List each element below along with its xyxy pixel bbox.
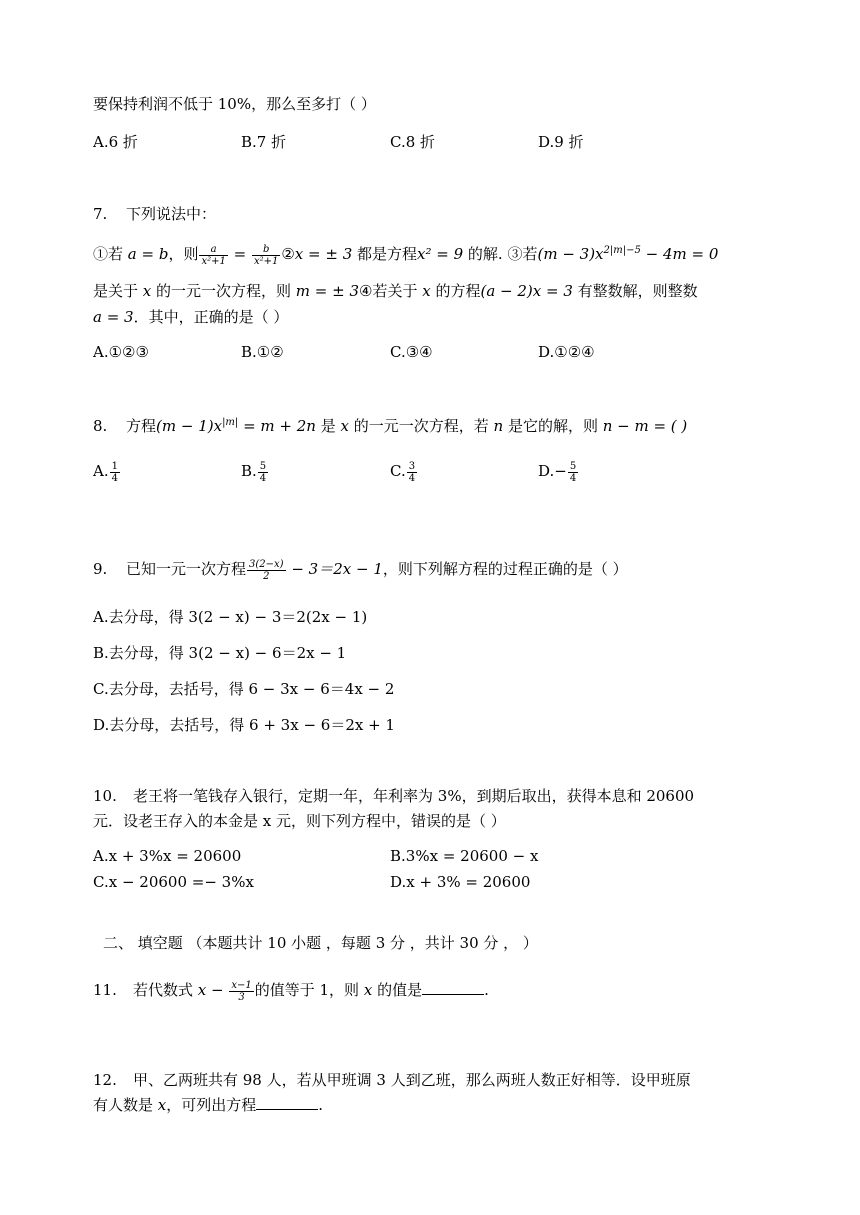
q7-option-c: C.③④ <box>390 343 433 361</box>
q7-l1-a: ①若 <box>93 245 128 263</box>
q7-l1-b: a = b <box>127 245 169 263</box>
q7-l1-d: ② <box>281 245 295 263</box>
q11-number: 11. <box>93 981 117 999</box>
q7-l1-f: 都是方程 <box>352 245 418 263</box>
q9-option-d: D.去分母，去括号，得 6 + 3x − 6＝2x + 1 <box>93 716 395 734</box>
q10-number: 10. <box>93 787 117 805</box>
q10-line2: 元．设老王存入的本金是 x 元，则下列方程中，错误的是（ ） <box>93 812 506 830</box>
q7-l1-i: (m − 3)x <box>537 245 604 263</box>
q7-option-a: A.①②③ <box>93 343 149 361</box>
q10-option-b: B.3%x = 20600 − x <box>390 847 539 865</box>
q9-option-b: B.去分母，得 3(2 − x) − 6＝2x − 1 <box>93 644 347 662</box>
q7-l1-j: − 4m = 0 <box>640 245 719 263</box>
q7-line3: a = 3．其中，正确的是（ ） <box>93 308 289 326</box>
q12-line2: 有人数是 x，可列出方程 . <box>93 1096 324 1114</box>
q10-option-d: D.x + 3% = 20600 <box>390 873 531 891</box>
q7-l1-h: 的解. ③若 <box>463 245 538 263</box>
q7-stem <box>93 203 216 225</box>
q6-option-d: D.9 折 <box>538 133 584 151</box>
q7-option-b: B.①② <box>241 343 284 361</box>
q9-stem: 9. 已知一元一次方程 $\frac{3(2-x)}{2}$ − 3＝2x − 1，则下列解方程的过程正确的是（ ） <box>93 558 628 582</box>
q8-number: 8. <box>93 417 108 435</box>
q9-option-c: C.去分母，去括号，得 6 − 3x − 6＝4x − 2 <box>93 680 395 698</box>
q11-stem: 11. 若代数式 x − $\frac{x-1}{3}$ 的值等于 1，则 x 的值是 . <box>93 979 489 1003</box>
q7-frac1: $\frac{a}{\text{x²+1}}$ <box>201 243 226 267</box>
q7-l1-g: x² = 9 <box>417 245 464 263</box>
q10-option-a: A.x + 3%x = 20600 <box>93 847 242 865</box>
q7-l1-c: ，则 <box>168 245 199 263</box>
q6-stem: 要保持利润不低于 10%，那么至多打（ ） <box>93 95 376 113</box>
q12-line1: 12. 甲、乙两班共有 98 人，若从甲班调 3 人到乙班，那么两班人数正好相等．设甲班原 <box>93 1071 691 1089</box>
q7-l1-eq: = <box>228 245 251 263</box>
q11-answer-blank[interactable] <box>422 980 484 995</box>
q8-option-a: A. $\frac{1}{4}$ <box>93 460 118 484</box>
section-2-title: 二、 填空题 （本题共计 10 小题 ，每题 3 分 ，共计 30 分 ， ） <box>103 934 538 952</box>
q6-option-b: B.7 折 <box>241 133 287 151</box>
q8-option-c: C. $\frac{3}{4}$ <box>390 460 416 484</box>
q8-option-b: B. $\frac{5}{4}$ <box>241 460 267 484</box>
q9-number: 9. <box>93 560 108 578</box>
q7-stem-text: 下列说法中： <box>126 205 217 223</box>
q8-option-d: D.− $\frac{5}{4}$ <box>538 460 577 484</box>
q9-option-a: A.去分母，得 3(2 − x) − 3＝2(2x − 1) <box>93 608 368 626</box>
q8-stem: 8. 方程$(m - 1)x^{|m|} = m + 2n$ 是 x 的一元一次方程，若 n 是它的解，则 n − m = ( ) <box>93 417 688 435</box>
q6-option-a: A.6 折 <box>93 133 138 151</box>
q7-option-d: D.①②④ <box>538 343 595 361</box>
q12-answer-blank[interactable] <box>256 1095 318 1110</box>
q7-number: 7. <box>93 205 108 223</box>
q7-l1-e: x = ± 3 <box>294 245 353 263</box>
q6-option-c: C.8 折 <box>390 133 436 151</box>
q7-line2: 是关于 x 的一元一次方程，则 m = ± 3④若关于 x 的方程(a − 2)x = 3 有整数解，则整数 <box>93 282 698 300</box>
q7-frac2: $\frac{b}{\text{x²+1}}$ <box>253 243 279 267</box>
q7-l1-sup: 2|m|−5 <box>603 245 641 256</box>
q10-option-c: C.x − 20600 =− 3%x <box>93 873 254 891</box>
q10-line1: 10. 老王将一笔钱存入银行，定期一年，年利率为 3%，到期后取出，获得本息和 20600 <box>93 787 695 805</box>
q12-number: 12. <box>93 1071 117 1089</box>
q7-line1 <box>93 240 718 266</box>
